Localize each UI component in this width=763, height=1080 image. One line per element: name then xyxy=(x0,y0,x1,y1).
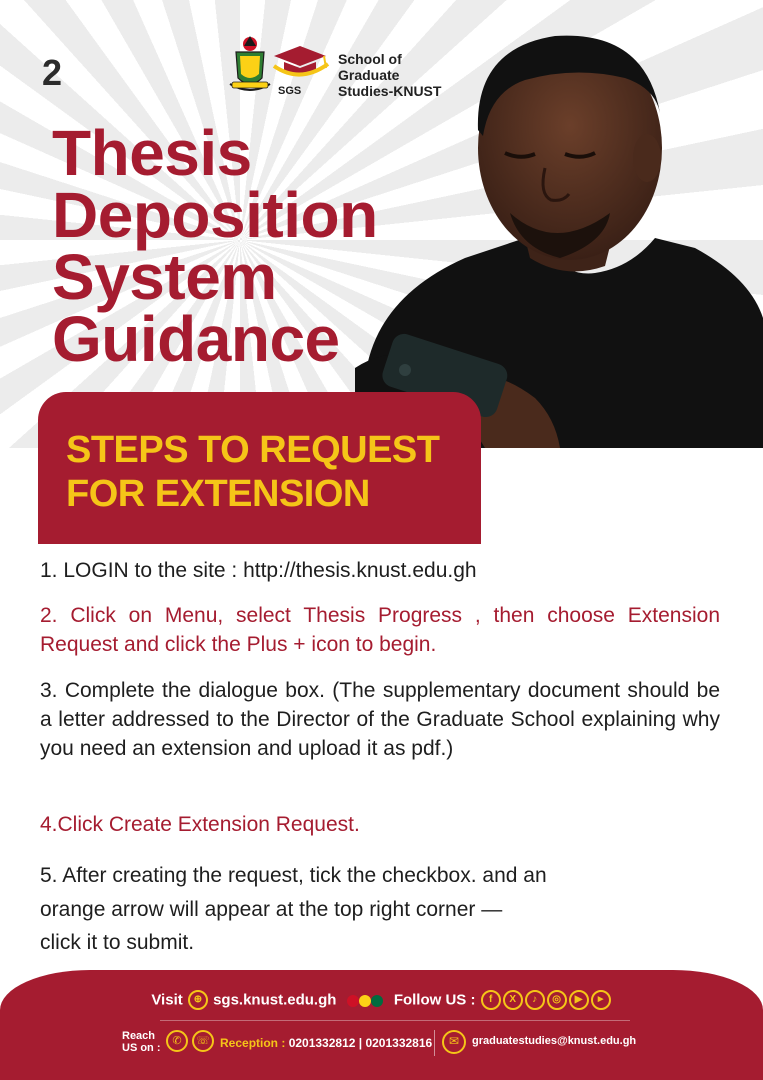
globe-icon: ⊕ xyxy=(188,990,208,1010)
section-banner xyxy=(38,392,481,544)
title-line: Guidance xyxy=(52,303,340,375)
page-number: 2 xyxy=(42,52,63,93)
phone-icon[interactable]: ☏ xyxy=(192,1030,214,1052)
mail-icon[interactable]: ✉ xyxy=(442,1030,466,1054)
sgs-cap-icon xyxy=(274,46,328,97)
phone-numbers: 0201332812 | 0201332816 xyxy=(288,1036,433,1050)
section-heading-line: FOR EXTENSION xyxy=(66,473,370,515)
divider xyxy=(434,1030,435,1056)
website-link[interactable]: sgs.knust.edu.gh xyxy=(213,991,337,1009)
visit-label: Visit xyxy=(151,991,183,1009)
whatsapp-icon[interactable]: ✆ xyxy=(166,1030,188,1052)
step-4: 4.Click Create Extension Request. xyxy=(40,813,360,836)
title-line: Deposition xyxy=(52,179,378,251)
step-1: 1. LOGIN to the site : http://thesis.knust.edu.gh xyxy=(40,559,477,582)
step-5-line-1: 5. After creating the request, tick the checkbox. and an xyxy=(40,864,547,887)
section-heading-line: STEPS TO REQUEST xyxy=(66,429,440,471)
step-5-line-3: click it to submit. xyxy=(40,931,195,954)
reception-label: Reception : xyxy=(220,1036,286,1050)
section-heading xyxy=(66,428,466,516)
reception-info xyxy=(220,1036,432,1050)
divider xyxy=(160,1020,630,1021)
step-5-line-2: orange arrow will appear at the top right corner — xyxy=(40,898,503,921)
facebook-icon[interactable]: f xyxy=(481,990,501,1010)
step-3: 3. Complete the dialogue box. (The supplementary document should be a letter addressed to the Director of the Graduate School explaining why you need an extension and upload it as pdf.) xyxy=(40,679,720,760)
title-line: System xyxy=(52,241,277,313)
step-2: 2. Click on Menu, select Thesis Progress , then choose Extension Request and click the Plus + icon to begin. xyxy=(40,604,720,656)
email-link[interactable]: graduatestudies@knust.edu.gh xyxy=(472,1035,637,1047)
youtube-play-icon[interactable]: ► xyxy=(591,990,611,1010)
footer xyxy=(0,970,763,1080)
ghana-dots xyxy=(349,992,386,1009)
reach-label: Reach US on : xyxy=(122,1030,161,1054)
org-name: School of Graduate Studies-KNUST xyxy=(338,51,442,99)
title-line: Thesis xyxy=(52,117,252,189)
svg-text:SGS: SGS xyxy=(278,85,302,97)
knust-crest-icon xyxy=(230,36,270,90)
tiktok-icon[interactable]: ♪ xyxy=(525,990,545,1010)
page-title xyxy=(52,117,432,375)
follow-label: Follow US : xyxy=(393,991,476,1009)
footer-links-row xyxy=(0,990,763,1010)
x-icon[interactable]: X xyxy=(503,990,523,1010)
instagram-icon[interactable]: ◎ xyxy=(547,990,567,1010)
youtube-icon[interactable]: ▶ xyxy=(569,990,589,1010)
